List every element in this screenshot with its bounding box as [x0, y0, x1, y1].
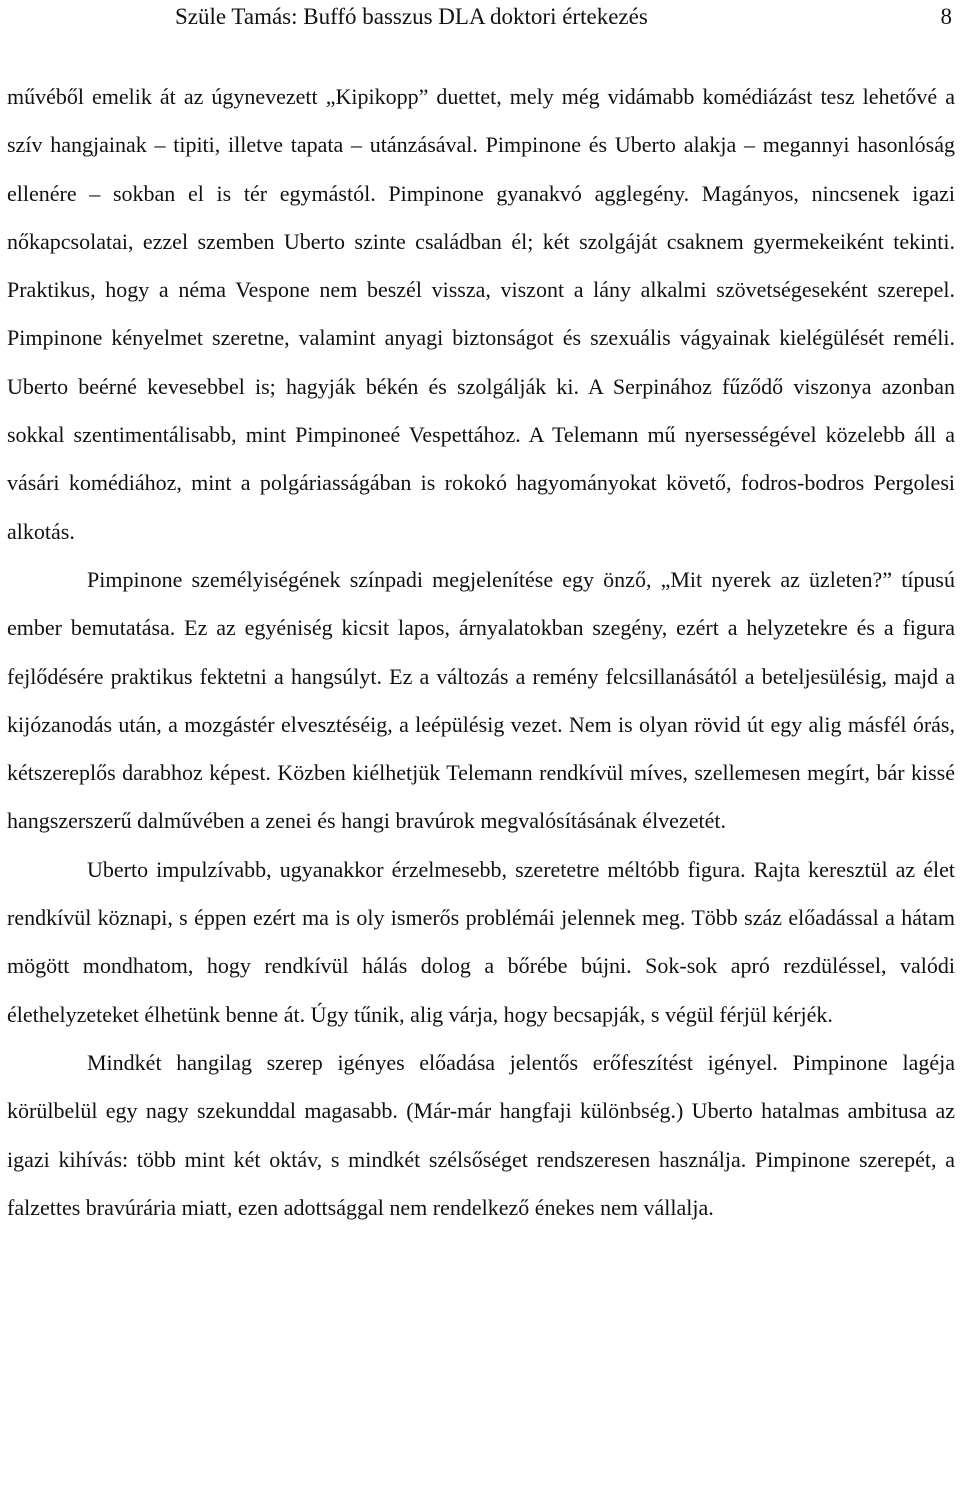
paragraph-uberto: Uberto impulzívabb, ugyanakkor érzelmesebb, szeretetre méltóbb figura. Rajta keresztül az élet rendkívül köznapi, s éppen ezért ma is oly ismerős problémái jelennek meg. Több száz előadással a hátam mögött mondhatom, hogy rendkívül hálás dolog a bőrébe bújni. Sok-sok apró rezdüléssel, valódi élethelyzeteket élhetünk benne át. Úgy tűnik, alig várja, hogy becsapják, s végül férjül kérjék. [7, 856, 955, 1027]
body-text [7, 73, 955, 1232]
page-header [0, 0, 960, 40]
header-title: Szüle Tamás: Buffó basszus DLA doktori értekezés [175, 4, 648, 29]
page-number: 8 [940, 4, 952, 29]
paragraph-pimpinone: Pimpinone személyiségének színpadi megjelenítése egy önző, „Mit nyerek az üzleten?” típusú ember bemutatása. Ez az egyéniség kicsit lapos, árnyalatokban szegény, ezért a helyzetekre és a figura fejlődésére praktikus fektetni a hangsúlyt. Ez a változás a remény felcsillanásától a beteljesülésig, majd a kijózanodás után, a mozgástér elvesztéséig, a leépülésig vezet. Nem is olyan rövid út egy alig másfél órás, kétszereplős darabhoz képest. Közben kiélhetjük Telemann rendkívül míves, szellemesen megírt, bár kissé hangszerszerű dalművében a zenei és hangi bravúrok megvalósításának élvezetét. [7, 566, 955, 834]
paragraph-continuation: művéből emelik át az úgynevezett „Kipikopp” duettet, mely még vidámabb komédiázást tesz lehetővé a szív hangjainak – tipiti, illetve tapata – utánzásával. Pimpinone és Uberto alakja – megannyi hasonlóság ellenére – sokban el is tér egymástól. Pimpinone gyanakvó agglegény. Magányos, nincsenek igazi nőkapcsolatai, ezzel szemben Uberto szinte családban él; két szolgáját csaknem gyermekeiként tekinti. Praktikus, hogy a néma Vespone nem beszél vissza, viszont a lány alkalmi szövetségeseként szerepel. Pimpinone kényelmet szeretne, valamint anyagi biztonságot és szexuális vágyainak kielégülését reméli. Uberto beérné kevesebbel is; hagyják békén és szolgálják ki. A Serpinához fűződő viszonya azonban sokkal szentimentálisabb, mint Pimpinoneé Vespettához. A Telemann mű nyersességével közelebb áll a vásári komédiához, mint a polgáriasságában is rokokó hagyományokat követő, fodros-bodros Pergolesi alkotás. [7, 84, 955, 544]
paragraph-vocal-demands: Mindkét hangilag szerep igényes előadása jelentős erőfeszítést igényel. Pimpinone lagéja körülbelül egy nagy szekunddal magasabb. (Már-már hangfaji különbség.) Uberto hatalmas ambitusa az igazi kihívás: több mint két oktáv, s mindkét szélsőséget rendszeresen használja. Pimpinone szerepét, a falzettes bravúrária miatt, ezen adottsággal nem rendelkező énekes nem vállalja. [7, 1049, 955, 1220]
